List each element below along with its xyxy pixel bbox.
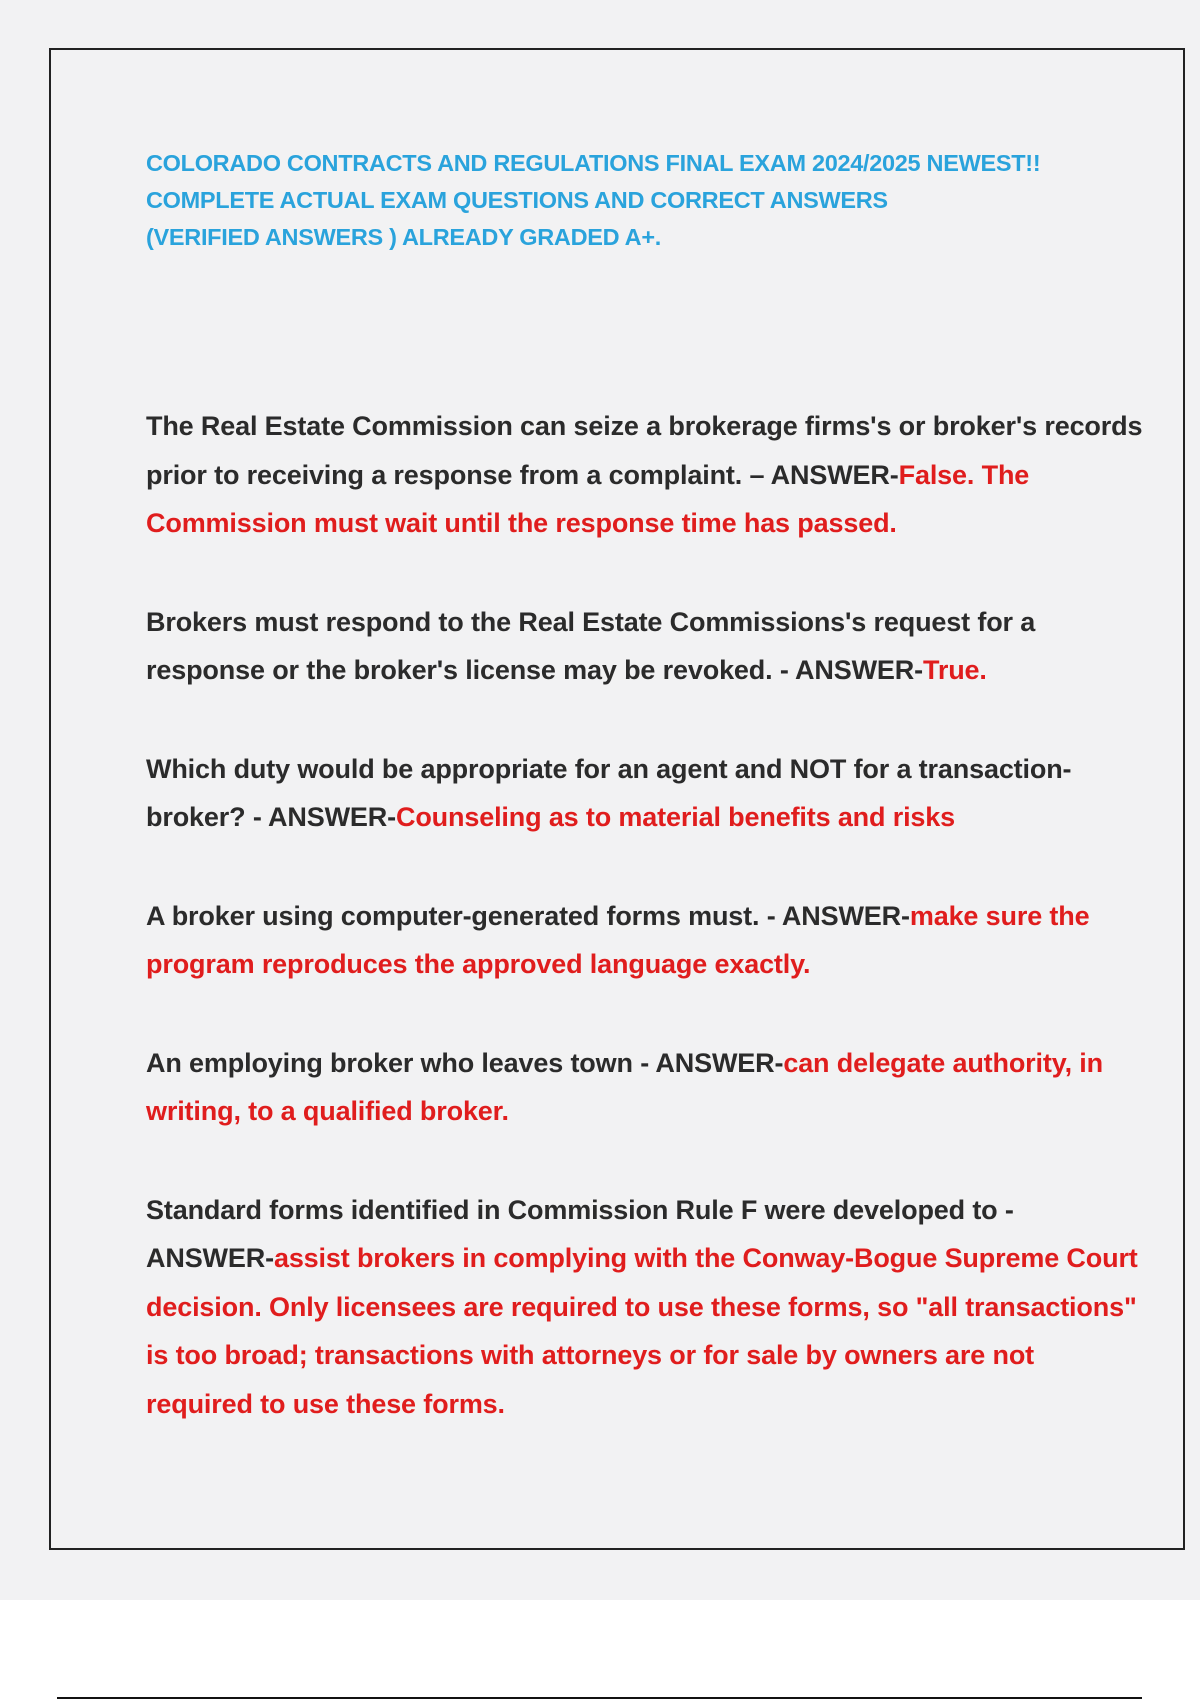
qa-list xyxy=(146,402,1146,1478)
question-text: A broker using computer-generated forms must. - ANSWER- xyxy=(146,900,910,931)
answer-text: can delegate authority, in writing, to a qualified broker. xyxy=(146,1047,1103,1126)
qa-item-4 xyxy=(146,892,1146,989)
document-title xyxy=(146,145,1146,256)
title-line-2: COMPLETE ACTUAL EXAM QUESTIONS AND CORRECT ANSWERS xyxy=(146,187,888,213)
question-text: An employing broker who leaves town - ANSWER- xyxy=(146,1047,784,1078)
answer-text: assist brokers in complying with the Conway-Bogue Supreme Court decision. Only licensees are required to use these forms, so "all transactions" is too broad; transactions with attorneys or for sale by owners are not required to use these forms. xyxy=(146,1243,1138,1419)
answer-text: False. The Commission must wait until the response time has passed. xyxy=(146,459,1030,538)
answer-text: Counseling as to material benefits and risks xyxy=(395,802,956,832)
title-line-3: (VERIFIED ANSWERS ) ALREADY GRADED A+. xyxy=(146,224,661,250)
question-text: Which duty would be appropriate for an agent and NOT for a transaction-broker? - ANSWER- xyxy=(146,753,1072,832)
page-gap xyxy=(0,1600,1200,1700)
title-line-1: COLORADO CONTRACTS AND REGULATIONS FINAL EXAM 2024/2025 NEWEST!! xyxy=(146,150,1041,176)
qa-item-6 xyxy=(146,1186,1146,1429)
qa-item-1 xyxy=(146,402,1146,548)
answer-text: make sure the program reproduces the approved language exactly. xyxy=(146,900,1090,979)
question-text: The Real Estate Commission can seize a brokerage firms's or broker's records prior to receiving a response from a complaint. – ANSWER- xyxy=(146,411,1143,490)
document-page xyxy=(49,48,1185,1550)
next-page-top-border xyxy=(57,1697,1142,1699)
qa-item-3 xyxy=(146,745,1146,842)
question-text: Brokers must respond to the Real Estate Commissions's request for a response or the broker's license may be revoked. - ANSWER- xyxy=(146,606,1036,685)
question-text: Standard forms identified in Commission Rule F were developed to - ANSWER- xyxy=(146,1194,1014,1273)
qa-item-2 xyxy=(146,598,1146,695)
qa-item-5 xyxy=(146,1039,1146,1136)
answer-text: True. xyxy=(922,655,987,685)
